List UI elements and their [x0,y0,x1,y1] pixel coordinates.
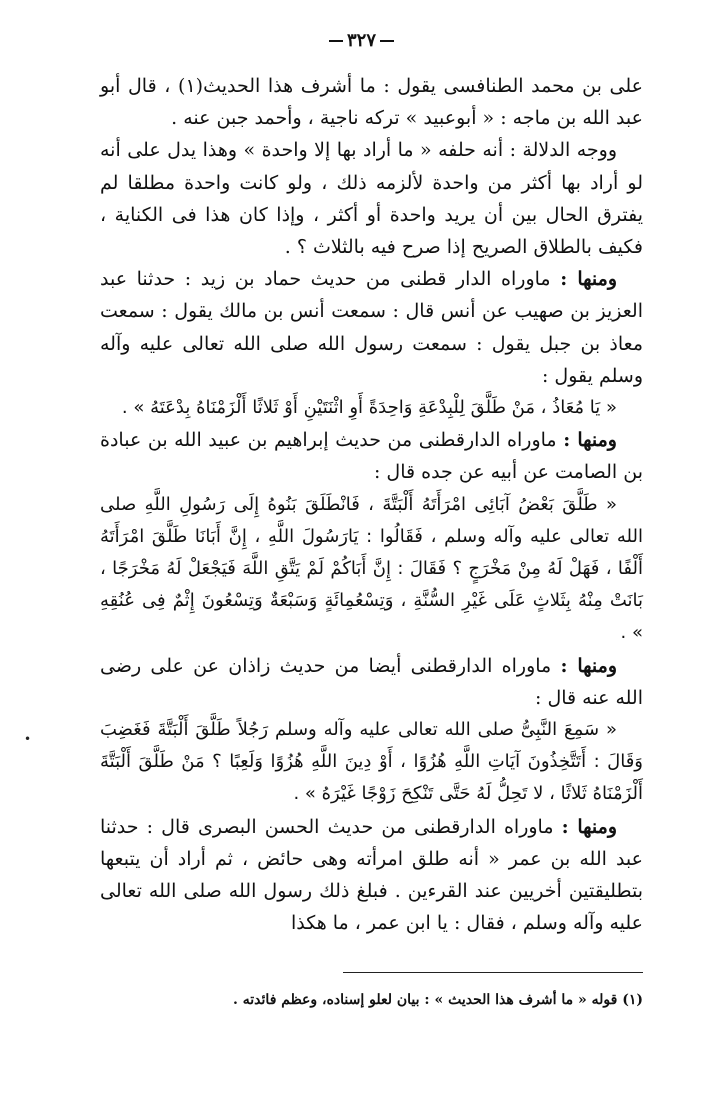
paragraph-hasan-hadith-intro [100,811,643,940]
margin-mark: • [24,732,32,746]
page-number-dash-right [380,40,394,42]
page-number-value: ٣٢٧ [346,30,376,51]
paragraph-lead: ومنها : [560,654,618,677]
paragraph-muadh-hadith-intro [100,263,643,392]
page-number-dash-left [329,40,343,42]
footnote-divider [343,972,643,973]
page-number [0,30,723,51]
hadith-quote-muadh [100,392,643,424]
paragraph-lead: ومنها : [560,268,617,291]
paragraph-continuation [100,70,643,134]
hadith-text: « طَلَّقَ بَعْضُ آبَائِى امْرَأَتَهُ أَلْبَتَّةَ ، فَانْطَلَقَ بَنُوهُ إِلَى رَسُولِ اللَّهِ صلى الله تعالى عليه وآله وسلم ، فَقَالُوا : يَارَسُولَ اللَّهِ ، إِنَّ أَبَانَا طَلَّقَ امْرَأَتَهُ أَلْفًا ، فَهَلْ لَهُ مِنْ مَخْرَجٍ ؟ فَقَالَ : إِنَّ أَبَاكُمْ لَمْ يَتَّقِ اللَّهَ فَيَجْعَلْ لَهُ مَخْرَجًا ، بَانَتْ مِنْهُ بِثَلاثٍ عَلَى غَيْرِ السُّنَّةِ ، وَتِسْعُمِائَةٍ وَسَبْعَةٌ وَتِسْعُونَ إِثْمٌ فِى عُنُقِهِ » . [100,493,643,644]
paragraph-ubada-hadith-intro [100,424,643,488]
footnote: (١) قوله « ما أشرف هذا الحديث » : بيان لعلو إسناده، وعظم فائدته . [233,992,643,1008]
paragraph-text: ماوراه الدارقطنى من حديث إبراهيم بن عبيد الله بن عبادة بن الصامت عن أبيه عن جده قال : [100,429,643,484]
paragraph-zadhan-hadith-intro [100,650,643,714]
hadith-quote-ali [100,714,643,811]
paragraph-lead: ومنها : [561,815,617,838]
hadith-text: « يَا مُعَاذُ ، مَنْ طَلَّقَ لِلْبِدْعَةِ وَاحِدَةً أَوِ اثْنَتَيْنِ أَوْ ثَلاثًا أَلْزَمْنَاهُ بِدْعَتَهُ » . [121,397,617,419]
hadith-quote-ubada [100,489,643,650]
paragraph-text: ماوراه الدارقطنى من حديث الحسن البصرى قال : حدثنا عبد الله بن عمر « أنه طلق امرأته وهى حائض ، ثم أراد أن يتبعها بتطليقتين أخريين عند القرءين . فبلغ ذلك رسول الله صلى الله تعالى عليه وآله وسلم ، فقال : يا ابن عمر ، ما هكذا [100,815,643,935]
paragraph-lead: ومنها : [563,429,617,452]
paragraph-dalala [100,134,643,263]
body-text [100,70,643,939]
paragraph-text: ماوراه الدار قطنى من حديث حماد بن زيد : حدثنا عبد العزيز بن صهيب عن أنس قال : سمعت أنس بن مالك يقول : سمعت معاذ بن جبل يقول : سمعت رسول الله صلى الله تعالى عليه وآله وسلم يقول : [100,268,643,387]
hadith-text: « سَمِعَ النَّبِىُّ صلى الله تعالى عليه وآله وسلم رَجُلاً طَلَّقَ أَلْبَتَّةَ فَغَضِبَ وَقَالَ : أَتَتَّخِذُونَ آيَاتِ اللَّهِ هُزُوًا ، أَوْ دِينَ اللَّهِ هُزُوًا وَلَعِبًا ؟ مَنْ طَلَّقَ أَلْبَتَّةَ أَلْزَمْنَاهُ ثَلاثًا ، لا تَحِلُّ لَهُ حَتَّى تَنْكِحَ زَوْجًا غَيْرَهُ » . [100,719,643,805]
paragraph-text: ووجه الدلالة : أنه حلفه « ما أراد بها إلا واحدة » وهذا يدل على أنه لو أراد بها أكثر من واحدة لألزمه ذلك ، ولو كانت واحدة مطلقا لم يفترق الحال بين أن يريد واحدة أو أكثر ، وإذا كان هذا فى الكناية ، فكيف بالطلاق الصريح إذا صرح فيه بالثلاث ؟ . [100,139,643,259]
paragraph-text: ماوراه الدارقطنى أيضا من حديث زاذان عن على رضى الله عنه قال : [100,654,643,709]
paragraph-text: على بن محمد الطنافسى يقول : ما أشرف هذا الحديث(١) ، قال أبو عبد الله بن ماجه : « أبوعبيد » تركه ناجية ، وأحمد جبن عنه . [100,75,643,130]
